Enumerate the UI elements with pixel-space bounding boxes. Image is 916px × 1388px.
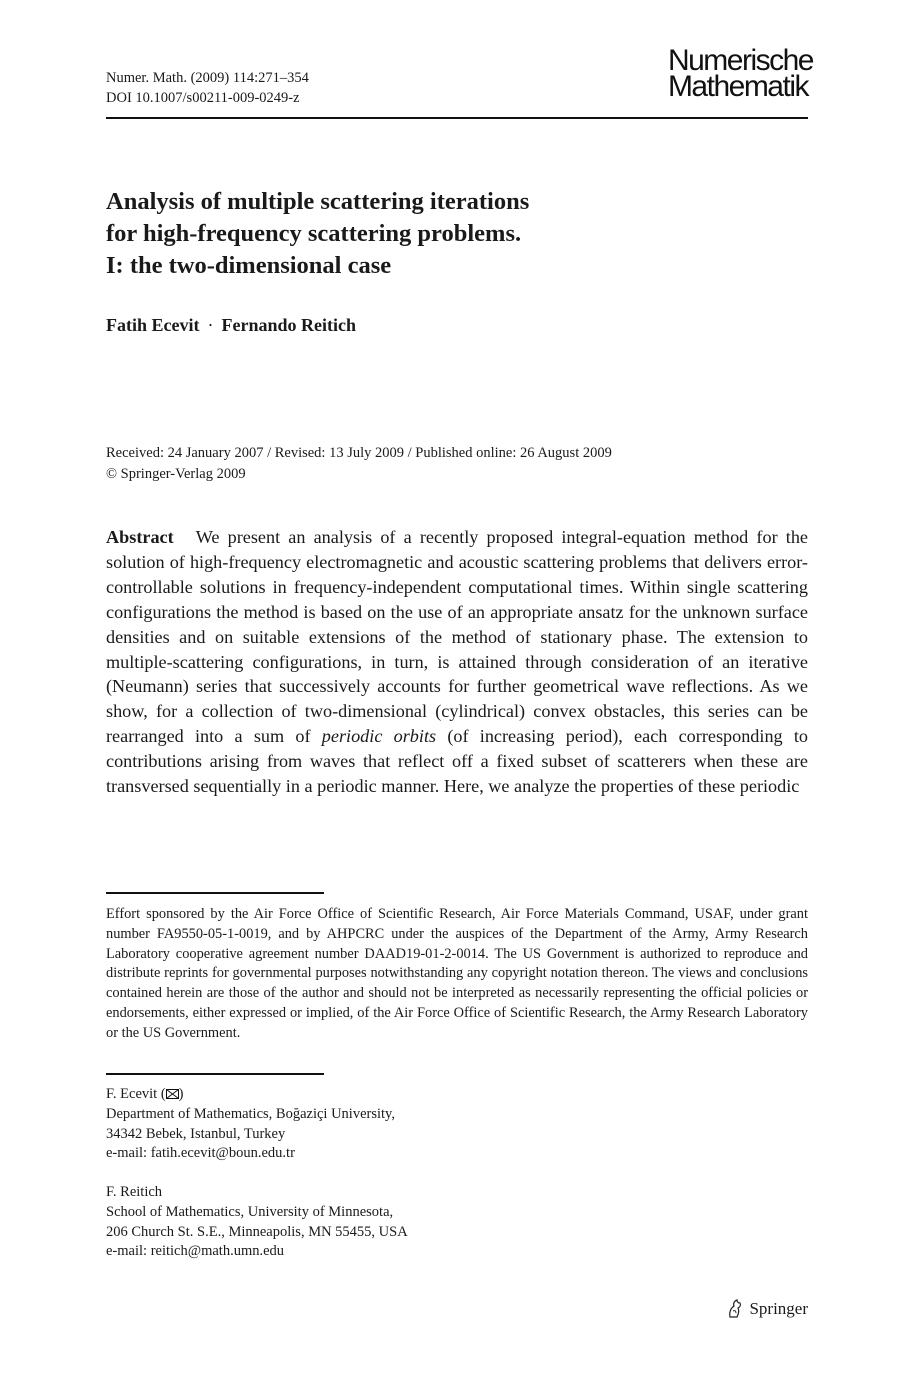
- email: e-mail: reitich@math.umn.edu: [106, 1243, 285, 1260]
- title-line-1: Analysis of multiple scattering iterations: [106, 188, 530, 215]
- abstract: [106, 525, 808, 799]
- copyright: © Springer-Verlag 2009: [106, 466, 246, 482]
- journal-citation: Numer. Math. (2009) 114:271–354: [106, 70, 309, 86]
- journal-logo: [667, 44, 813, 103]
- author-name: Fernando Reitich: [221, 315, 356, 335]
- address: 206 Church St. S.E., Minneapolis, MN 55455, USA: [106, 1223, 408, 1240]
- author-name: F. Ecevit (: [106, 1086, 166, 1102]
- footnote-rule: [106, 892, 324, 894]
- journal-reference: [106, 68, 309, 108]
- address: 34342 Bebek, Istanbul, Turkey: [106, 1125, 286, 1142]
- author-separator: ·: [207, 315, 214, 335]
- department: Department of Mathematics, Boğaziçi University,: [106, 1105, 395, 1122]
- author-line: [106, 1085, 395, 1105]
- author-name: F. Reitich: [106, 1184, 163, 1200]
- department: School of Mathematics, University of Minnesota,: [106, 1203, 394, 1220]
- affiliation-ecevit: [106, 1085, 395, 1164]
- title-line-2: for high-frequency scattering problems.: [106, 220, 522, 247]
- abstract-text: (of increasing period), each corresponding to contributions arising from waves that reflect off a fixed subset of scatterers when these are transversed sequentially in a periodic manner. Here, we analyze the properties of these periodic: [106, 726, 809, 797]
- article-title: [106, 186, 666, 282]
- author-list: [106, 315, 356, 336]
- abstract-emphasis: periodic orbits: [321, 726, 437, 747]
- header-rule: [106, 117, 808, 119]
- email: e-mail: fatih.ecevit@boun.edu.tr: [106, 1145, 295, 1162]
- history-dates: Received: 24 January 2007 / Revised: 13 July 2009 / Published online: 26 August 2009: [106, 445, 612, 461]
- springer-horse-icon: [726, 1299, 744, 1319]
- author-name-suffix: ): [178, 1086, 184, 1102]
- doi: DOI 10.1007/s00211-009-0249-z: [106, 90, 300, 106]
- envelope-icon: [166, 1089, 179, 1099]
- title-line-3: I: the two-dimensional case: [106, 252, 392, 279]
- author-name: Fatih Ecevit: [106, 315, 200, 335]
- publisher-mark: [726, 1299, 808, 1319]
- publication-history: [106, 443, 612, 485]
- abstract-text: We present an analysis of a recently proposed integral-equation method for the solution of high-frequency electromagnetic and acoustic scattering problems that delivers error-controllable solutions in frequency-independent computational times. Within single scattering configurations the method is based on the use of an appropriate ansatz for the unknown surface densities and on suitable extensions of the method of stationary phase. The extension to multiple-scattering configurations, in turn, is attained through consideration of an iterative (Neumann) series that successively accounts for further geometrical wave reflections. As we show, for a collection of two-dimensional (cylindrical) convex obstacles, this series can be rearranged into a sum of: [106, 527, 808, 747]
- journal-logo-line1: Numerische: [667, 44, 813, 77]
- journal-logo-line2: Mathematik: [667, 70, 808, 103]
- affiliation-reitich: [106, 1183, 408, 1262]
- funding-footnote: Effort sponsored by the Air Force Office of Scientific Research, Air Force Materials Command, USAF, under grant number FA9550-05-1-0019, and by AHPCRC under the auspices of the Department of the Army, Army Research Laboratory cooperative agreement number DAAD19-01-2-0014. The US Government is authorized to reproduce and distribute reprints for governmental purposes notwithstanding any copyright notation thereon. The views and conclusions contained herein are those of the author and should not be interpreted as necessarily representing the official policies or endorsements, either expressed or implied, of the Air Force Office of Scientific Research, the Army Research Laboratory or the US Government.: [106, 906, 808, 1041]
- affiliation-rule: [106, 1073, 324, 1075]
- publisher-name: Springer: [749, 1299, 808, 1318]
- abstract-label: Abstract: [106, 527, 174, 547]
